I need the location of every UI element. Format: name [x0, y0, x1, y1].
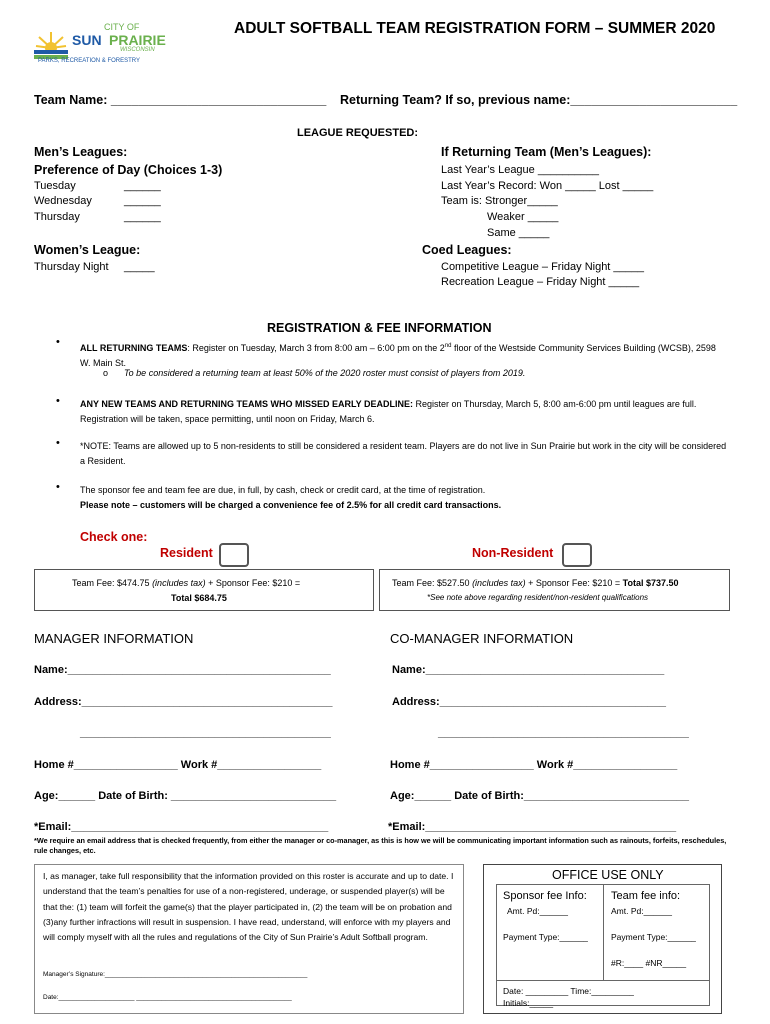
nonresident-note: *See note above regarding resident/non-resident qualifications	[427, 593, 649, 602]
city-logo	[34, 22, 174, 68]
responsibility-text: I, as manager, take full responsibility that the information provided on this roster is accurate and up to date. I understand that the team’s penalties for use of a non-registered, underage, or suspended player(s) will be that the: (1) team will forfeit the game(s) that the player participated in, (2) the team will be on probation and (3)any further infractions will result in suspension. I have read, understand, will enforce with my players and will comply myself with all the rules and regulations of the City of Sun Prairie’s Adult Softball program.	[43, 871, 454, 943]
mens-preference: Preference of Day (Choices 1-3)	[34, 163, 223, 177]
sponsor-payment-field[interactable]: Payment Type:______	[503, 932, 588, 942]
office-divider-h	[497, 980, 709, 981]
nonresident-includes-tax: (includes tax)	[472, 578, 526, 588]
nonresident-fee-line	[392, 578, 679, 588]
bullet-new-teams	[80, 397, 730, 427]
resident-label: Resident	[160, 546, 213, 560]
office-date-time-field[interactable]: Date: _________ Time:_________	[503, 986, 634, 996]
sponsor-fee-heading: Sponsor fee Info:	[503, 890, 587, 902]
nonresident-team-fee: Team Fee: $527.50	[392, 578, 473, 588]
bullet-new-text: Register on Thursday, March 5, 8:00 am-6:00 pm until leagues are full. Registration will be taken, space permitting, until noon on Friday, March 6.	[80, 399, 697, 424]
team-is-weaker[interactable]: Weaker _____	[487, 211, 559, 223]
womens-blank[interactable]: _____	[124, 261, 155, 273]
sun-icon	[34, 28, 68, 60]
mens-heading: Men’s Leagues:	[34, 145, 128, 159]
womens-day: Thursday Night	[34, 261, 109, 273]
coed-competitive[interactable]: Competitive League – Friday Night _____	[441, 261, 645, 273]
bullet-returning-text2: floor of the Westside Community Services Building (WCSB), 2598 W. Main St.	[80, 343, 716, 368]
office-use-box	[483, 864, 722, 1014]
comanager-address-field[interactable]: Address:_____________________________________	[392, 696, 667, 708]
mens-day-wednesday: Wednesday	[34, 195, 92, 207]
logo-parks: PARKS, RECREATION & FORESTRY	[38, 58, 141, 64]
logo-wisconsin: WISCONSIN	[120, 47, 155, 53]
mens-blank-wednesday[interactable]: ______	[124, 195, 161, 207]
mens-blank-tuesday[interactable]: ______	[124, 180, 161, 192]
returning-heading: If Returning Team (Men’s Leagues):	[441, 145, 652, 159]
bullet-fees-text: The sponsor fee and team fee are due, in full, by cash, check or credit card, at the time of registration.	[80, 485, 486, 495]
team-fee-heading: Team fee info:	[611, 890, 681, 902]
returning-team-field[interactable]: Returning Team? If so, previous name:________________________	[340, 93, 738, 107]
resident-team-fee: Team Fee: $474.75	[72, 578, 153, 588]
manager-date-field[interactable]: Date:_____________________ ___________________________________________	[43, 994, 292, 1001]
sponsor-amt-field[interactable]: Amt. Pd:______	[507, 906, 568, 916]
team-is-same[interactable]: Same _____	[487, 227, 550, 239]
last-year-record[interactable]: Last Year’s Record: Won _____ Lost _____	[441, 180, 654, 192]
coed-heading: Coed Leagues:	[422, 243, 512, 257]
office-inner-box	[496, 884, 710, 1006]
resident-total: Total $684.75	[171, 593, 227, 603]
bullet-dot: •	[56, 437, 60, 449]
comanager-email-field[interactable]: *Email:_________________________________________	[388, 821, 677, 833]
logo-sun: SUN	[72, 32, 102, 48]
office-heading: OFFICE USE ONLY	[552, 868, 664, 882]
bullet-non-residents: *NOTE: Teams are allowed up to 5 non-residents to still be considered a resident team. Players are do not live in Sun Prairie but work in the city will be considered a Resident.	[80, 441, 727, 466]
comanager-address2-field[interactable]: _________________________________________	[438, 727, 689, 739]
nonresident-sponsor-fee: + Sponsor Fee: $210 =	[525, 578, 623, 588]
comanager-heading: CO-MANAGER INFORMATION	[390, 631, 574, 646]
manager-heading: MANAGER INFORMATION	[34, 631, 194, 646]
bullet-returning-text: : Register on Tuesday, March 3 from 8:00 am – 6:00 pm on the 2	[187, 343, 445, 353]
womens-heading: Women’s League:	[34, 243, 141, 257]
last-year-league[interactable]: Last Year’s League __________	[441, 164, 600, 176]
resident-fee-box	[34, 569, 374, 611]
comanager-age-field[interactable]: Age:______ Date of Birth:___________________________	[390, 790, 690, 802]
resident-count-field[interactable]: #R:____ #NR_____	[611, 958, 687, 968]
manager-signature-field[interactable]: Manager’s Signature:________________________________________________________	[43, 971, 308, 978]
check-one-label: Check one:	[80, 530, 148, 544]
manager-age-field[interactable]: Age:______ Date of Birth: ___________________________	[34, 790, 337, 802]
bullet-dot: •	[56, 395, 60, 407]
manager-address2-field[interactable]: _________________________________________	[80, 727, 331, 739]
comanager-name-field[interactable]: Name:_______________________________________	[392, 664, 665, 676]
bullet-fees	[80, 483, 730, 513]
resident-sponsor-fee: + Sponsor Fee: $210 =	[205, 578, 301, 588]
league-requested-heading: LEAGUE REQUESTED:	[297, 127, 419, 139]
nonresident-label: Non-Resident	[472, 546, 554, 560]
mens-day-tuesday: Tuesday	[34, 180, 76, 192]
resident-checkbox[interactable]	[219, 543, 249, 567]
team-name-field[interactable]: Team Name: _______________________________	[34, 93, 327, 107]
office-divider	[603, 885, 604, 980]
mens-day-thursday: Thursday	[34, 211, 80, 223]
logo-city-of: CITY OF	[104, 22, 140, 32]
sub-bullet-marker: o	[103, 368, 109, 378]
team-is-stronger[interactable]: Team is: Stronger_____	[441, 195, 558, 207]
manager-phone-field[interactable]: Home #_________________ Work #_________________	[34, 759, 322, 771]
manager-name-field[interactable]: Name:___________________________________________	[34, 664, 331, 676]
office-initials-field[interactable]: Initials:_____	[503, 998, 554, 1008]
sub-bullet-returning-rule: To be considered a returning team at least 50% of the 2020 roster must consist of players from 2019.	[124, 368, 526, 378]
resident-fee-line	[72, 578, 300, 588]
bullet-fees-bold: Please note – customers will be charged a convenience fee of 2.5% for all credit card transactions.	[80, 500, 502, 510]
nonresident-checkbox[interactable]	[562, 543, 592, 567]
bullet-returning-bold: ALL RETURNING TEAMS	[80, 343, 188, 353]
form-title: ADULT SOFTBALL TEAM REGISTRATION FORM – SUMMER 2020	[234, 20, 716, 37]
registration-heading: REGISTRATION & FEE INFORMATION	[267, 321, 492, 335]
bullet-new-bold: ANY NEW TEAMS AND RETURNING TEAMS WHO MISSED EARLY DEADLINE:	[80, 399, 414, 409]
comanager-phone-field[interactable]: Home #_________________ Work #_________________	[390, 759, 678, 771]
bullet-dot: •	[56, 481, 60, 493]
manager-email-field[interactable]: *Email:__________________________________________	[34, 821, 329, 833]
team-payment-field[interactable]: Payment Type:______	[611, 932, 696, 942]
mens-blank-thursday[interactable]: ______	[124, 211, 161, 223]
logo-prairie: PRAIRIE	[109, 32, 166, 48]
nonresident-fee-box	[379, 569, 730, 611]
coed-recreation[interactable]: Recreation League – Friday Night _____	[441, 276, 640, 288]
manager-address-field[interactable]: Address:_________________________________________	[34, 696, 333, 708]
email-note: *We require an email address that is checked frequently, from either the manager or co-manager, as this is how we will be communicating important information such as rainouts, forfeits, reschedules, rule changes, etc.	[34, 836, 727, 855]
bullet-dot: •	[56, 336, 60, 348]
resident-includes-tax: (includes tax)	[152, 578, 206, 588]
team-amt-field[interactable]: Amt. Pd:______	[611, 906, 672, 916]
nonresident-total: Total $737.50	[622, 578, 679, 588]
responsibility-box	[34, 864, 464, 1014]
bullet-returning-sup: nd	[444, 343, 452, 349]
bullet-returning-teams	[80, 339, 720, 371]
